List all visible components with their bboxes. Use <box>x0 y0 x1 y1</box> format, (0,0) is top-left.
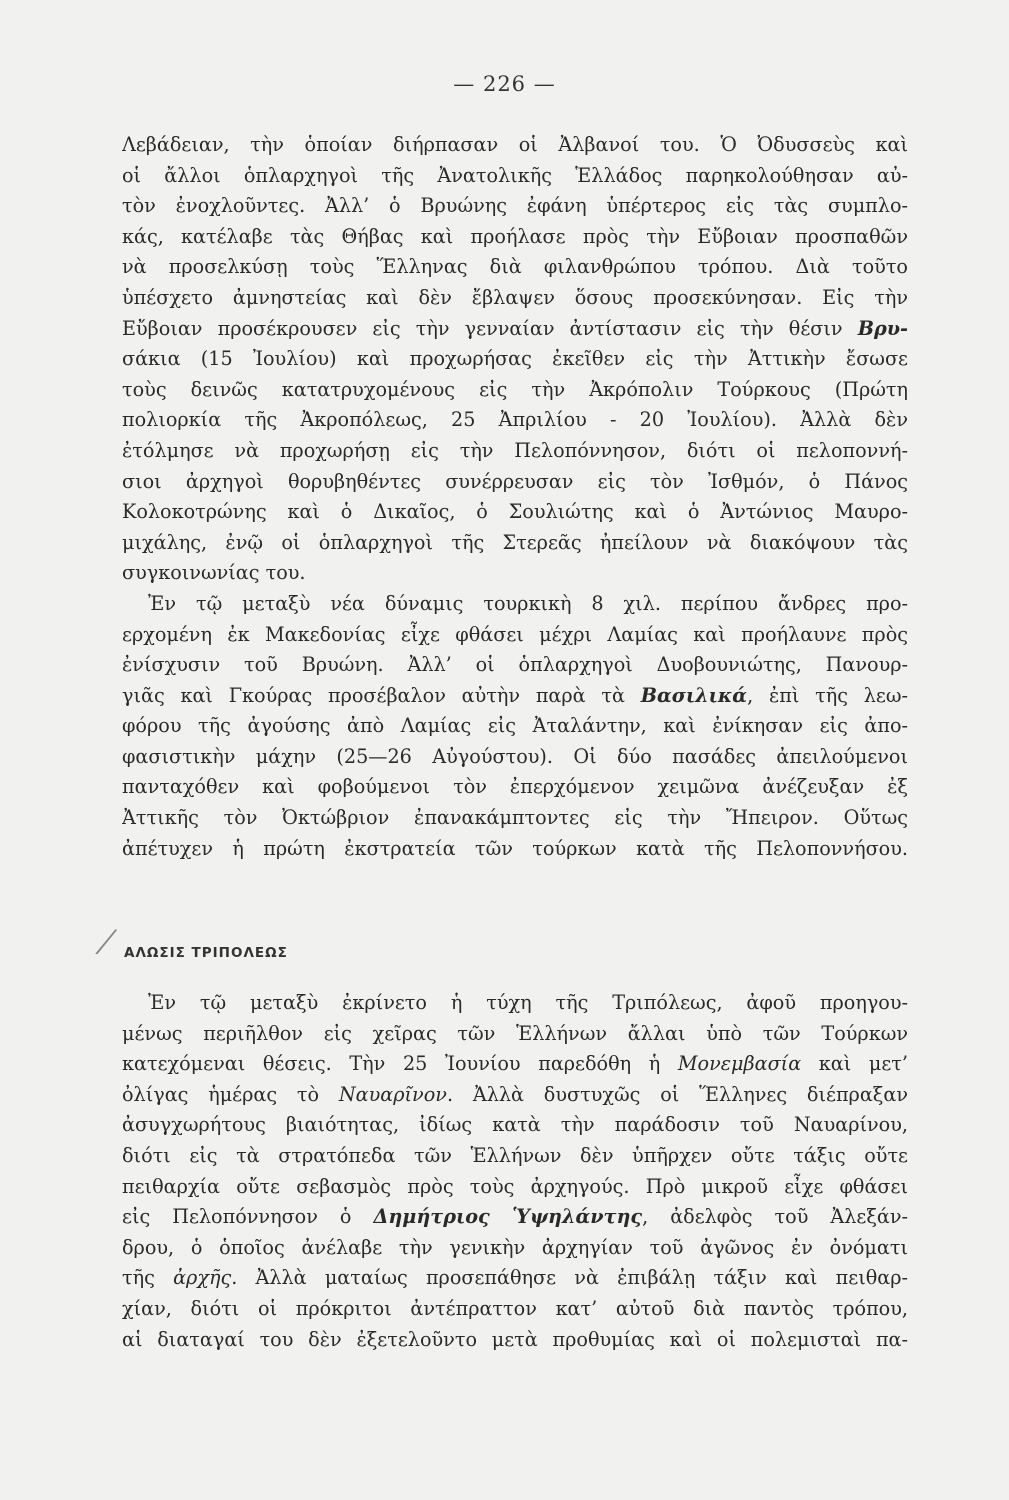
text-line: εἰς Πελοπόννησον ὁ Δημήτριος Ὑψηλάντης, ἀδελφὸς τοῦ Ἀλεξάν- <box>122 1205 908 1229</box>
text-line: φασιστικὴν μάχην (25—26 Αὐγούστου). Οἱ δύο πασάδες ἀπειλούμενοι <box>122 744 908 768</box>
text-line: Λεβάδειαν, τὴν ὁποίαν διήρπασαν οἱ Ἀλβανοί του. Ὁ Ὀδυσσεὺς καὶ <box>122 133 908 156</box>
text-line: κατεχόμεναι θέσεις. Τὴν 25 Ἰουνίου παρεδόθη ἡ Μονεμβασία καὶ μετ’ <box>122 1052 908 1076</box>
text-line: ὀλίγας ἡμέρας τὸ Ναυαρῖνον. Ἀλλὰ δυστυχῶς οἱ Ἕλληνες διέπραξαν <box>122 1082 908 1106</box>
text-line: ἐτόλμησε νὰ προχωρήσῃ εἰς τὴν Πελοπόννησον, διότι οἱ πελοποννή- <box>122 438 908 462</box>
text-line: διότι εἰς τὰ στρατόπεδα τῶν Ἑλλήνων δὲν ὑπῆρχεν οὔτε τάξις οὔτε <box>122 1143 908 1167</box>
paragraph-block-2 <box>122 988 908 1355</box>
text-line: ὑπέσχετο ἀμνηστείας καὶ δὲν ἔβλαψεν ὅσους προσεκύνησαν. Εἰς τὴν <box>122 285 908 309</box>
emphasis-archis: ἀρχῆς <box>173 1266 232 1290</box>
text-line: Εὔβοιαν προσέκρουσεν εἰς τὴν γενναίαν ἀντίστασιν εἰς τὴν θέσιν Βρυ- <box>122 316 908 340</box>
page-number: — 226 — <box>453 72 556 96</box>
emphasis-navarinon: Ναυαρῖνον <box>338 1082 447 1106</box>
text-line: ἀσυγχωρήτους βιαιότητας, ἰδίως κατὰ τὴν παράδοσιν τοῦ Ναυαρίνου, <box>122 1113 908 1137</box>
emphasis-vasilika: Βασιλικά <box>640 683 748 707</box>
emphasis-vrysakia: Βρυ- <box>857 316 908 340</box>
text-line: χίαν, διότι οἱ πρόκριτοι ἀντέπραττον κατ’ αὐτοῦ διὰ παντὸς τρόπου, <box>122 1296 908 1320</box>
text-line: γιᾶς καὶ Γκούρας προσέβαλον αὐτὴν παρὰ τὰ Βασιλικά, ἐπὶ τῆς λεω- <box>122 683 908 707</box>
text-line: ἀπέτυχεν ἡ πρώτη ἐκστρατεία τῶν τούρκων κατὰ τῆς Πελοποννήσου. <box>122 836 908 860</box>
text-line: συγκοινωνίας του. <box>122 561 306 585</box>
text-line: τῆς ἀρχῆς. Ἀλλὰ ματαίως προσεπάθησε νὰ ἐπιβάλῃ τάξιν καὶ πειθαρ- <box>122 1266 908 1290</box>
text-line: Ἀττικῆς τὸν Ὀκτώβριον ἐπανακάμπτοντες εἰς τὴν Ἤπειρον. Οὕτως <box>122 806 908 830</box>
text-line: Ἐν τῷ μεταξὺ ἐκρίνετο ἡ τύχη τῆς Τριπόλεως, ἀφοῦ προηγου- <box>148 991 908 1014</box>
emphasis-monemvasia: Μονεμβασία <box>677 1052 802 1076</box>
text-line: τὸν ἐνοχλοῦντες. Ἀλλ’ ὁ Βρυώνης ἐφάνη ὑπέρτερος εἰς τὰς συμπλο- <box>122 194 908 218</box>
text-line: αἱ διαταγαί του δὲν ἐξετελοῦντο μετὰ προθυμίας καὶ οἱ πολεμισταὶ πα- <box>122 1327 908 1351</box>
text-line: νὰ προσελκύσῃ τοὺς Ἕλληνας διὰ φιλανθρώπου τρόπου. Διὰ τοῦτο <box>122 255 908 279</box>
text-line: Κολοκοτρώνης καὶ ὁ Δικαῖος, ὁ Σουλιώτης καὶ ὁ Ἀντώνιος Μαυρο- <box>122 500 908 524</box>
text-line: φόρου τῆς ἀγούσης ἀπὸ Λαμίας εἰς Ἀταλάντην, καὶ ἐνίκησαν εἰς ἀπο- <box>122 714 908 738</box>
text-line: ερχομένη ἐκ Μακεδονίας εἶχε φθάσει μέχρι Λαμίας καὶ προήλαυνε πρὸς <box>122 622 908 646</box>
text-line: μιχάλης, ἐνῷ οἱ ὁπλαρχηγοὶ τῆς Στερεᾶς ἠπείλουν νὰ διακόψουν τὰς <box>122 530 908 554</box>
text-line: Ἐν τῷ μεταξὺ νέα δύναμις τουρκικὴ 8 χιλ. περίπου ἄνδρες προ- <box>148 591 908 615</box>
pencil-mark: ╱ <box>96 926 117 958</box>
text-line: δρου, ὁ ὁποῖος ἀνέλαβε τὴν γενικὴν ἀρχηγίαν τοῦ ἀγῶνος ἐν ὀνόματι <box>122 1235 908 1259</box>
text-line: σιοι ἀρχηγοὶ θορυβηθέντες συνέρρευσαν εἰς τὸν Ἰσθμόν, ὁ Πάνος <box>122 469 908 493</box>
paragraph-block-1 <box>122 130 908 864</box>
text-line: κάς, κατέλαβε τὰς Θήβας καὶ προήλασε πρὸς τὴν Εὔβοιαν προσπαθῶν <box>122 224 908 248</box>
text-line: σάκια (15 Ἰουλίου) καὶ προχωρήσας ἐκεῖθεν εἰς τὴν Ἀττικὴν ἔσωσε <box>122 347 908 371</box>
emphasis-dimitrios: Δημήτριος Ὑψηλάντης <box>373 1205 643 1229</box>
text-line: οἱ ἄλλοι ὁπλαρχηγοὶ τῆς Ἀνατολικῆς Ἑλλάδος παρηκολούθησαν αὐ- <box>122 163 908 187</box>
section-heading: ΑΛΩΣΙΣ ΤΡΙΠΟΛΕΩΣ <box>124 945 288 961</box>
text-line: πανταχόθεν καὶ φοβούμενοι τὸν ἐπερχόμενον χειμῶνα ἀνέζευξαν ἐξ <box>122 775 908 799</box>
text-line: ἐνίσχυσιν τοῦ Βρυώνη. Ἀλλ’ οἱ ὁπλαρχηγοὶ Δυοβουνιώτης, Πανουρ- <box>122 653 908 677</box>
text-line: πολιορκία τῆς Ἀκροπόλεως, 25 Ἀπριλίου - 20 Ἰουλίου). Ἀλλὰ δὲν <box>122 408 908 432</box>
text-line: μένως περιῆλθον εἰς χεῖρας τῶν Ἑλλήνων ἄλλαι ὑπὸ τῶν Τούρκων <box>122 1021 908 1045</box>
text-line: πειθαρχία οὔτε σεβασμὸς πρὸς τοὺς ἀρχηγούς. Πρὸ μικροῦ εἶχε φθάσει <box>122 1174 908 1198</box>
text-line: τοὺς δεινῶς κατατρυχομένους εἰς τὴν Ἀκρόπολιν Τούρκους (Πρώτη <box>122 377 908 401</box>
